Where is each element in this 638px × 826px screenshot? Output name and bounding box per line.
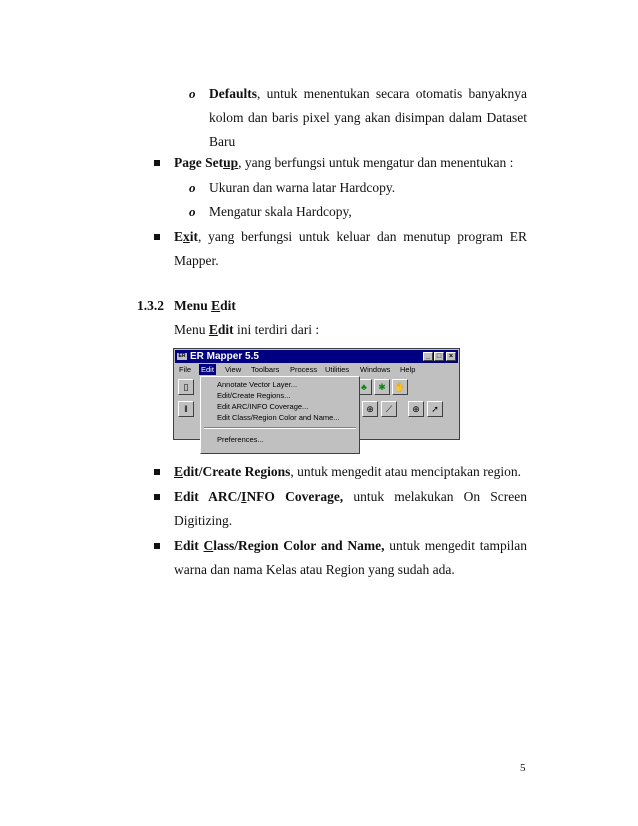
dropdown-item: Edit Class/Region Color and Name... [217,413,340,422]
menubar [175,364,458,375]
edit-class-term-a: Edit [174,538,204,553]
green-shape-icon: ✱ [374,379,390,395]
close-icon: × [446,352,456,361]
exit-term-u: x [183,229,190,244]
edit-arcinfo-term-b: NFO Coverage, [246,489,344,504]
dropdown-separator [204,427,356,429]
edit-arcinfo-line-1 [174,489,527,505]
page-setup-text: , yang berfungsi untuk mengatur dan menentukan : [238,155,514,170]
exit-term-a: E [174,229,184,244]
bullet-marker [154,160,160,166]
dropdown-item: Preferences... [217,435,264,444]
dropdown-item: Edit ARC/INFO Coverage... [217,402,309,411]
new-file-icon: ▯ [178,379,194,395]
menu-toolbars: Toolbars [251,365,280,374]
edit-arcinfo-term-u: I [241,489,247,504]
exit-term-b: it [189,229,199,244]
window-titlebar [175,350,458,363]
menu-windows: Windows [360,365,391,374]
menu-file: File [179,365,192,374]
zoom-icon: ⊕ [408,401,424,417]
edit-class-term-b: lass/Region Color and Name, [213,538,385,553]
section-title-a: Menu [174,298,212,313]
edit-create-regions-term-b: dit/Create Regions [183,464,291,479]
section-intro-term-b: dit [217,322,234,337]
green-tool-icon: ♣ [356,379,372,395]
defaults-line-3: Baru [209,134,236,149]
section-intro-b: ini terdiri dari : [233,322,320,337]
hand-icon: ✋ [392,379,408,395]
edit-class-text: untuk mengedit tampilan [384,538,527,553]
defaults-line-1 [209,86,527,102]
bullet-marker [154,234,160,240]
section-title-u: E [211,298,221,313]
edit-class-term-u: C [203,538,214,553]
menu-process: Process [290,365,318,374]
sub-bullet-marker: o [189,86,196,101]
bullet-marker [154,543,160,549]
window-title: ER Mapper 5.5 [190,351,259,362]
edit-create-regions-text: , untuk mengedit atau menciptakan region. [290,464,521,479]
sub-bullet-marker: o [189,180,196,195]
minimize-icon: _ [423,352,433,361]
page-setup-term [174,155,238,170]
maximize-icon: □ [434,352,444,361]
exit-line-2: Mapper. [174,253,219,268]
section-intro-term [209,322,234,337]
page-number: 5 [520,762,526,774]
crosshair-icon: ⊕ [362,401,378,417]
page-setup-line [174,155,513,171]
edit-arcinfo-line-2: Digitizing. [174,513,233,528]
edit-arcinfo-text: untuk melakukan On Screen [343,489,527,504]
edit-class-line-1 [174,538,527,554]
edit-arcinfo-term-a: Edit ARC/ [174,489,242,504]
section-title [174,298,236,314]
menu-help: Help [400,365,416,374]
edit-class-line-2: warna dan nama Kelas atau Region yang sudah ada. [174,562,455,577]
pause-icon: ‖ [178,401,194,417]
section-number: 1.3.2 [137,298,164,313]
exit-text: , yang berfungsi untuk keluar dan menutup program ER [198,229,527,244]
er-mapper-logo: ER [178,353,186,359]
section-intro-term-u: E [208,322,218,337]
section-intro [174,322,319,338]
edit-class-term [174,538,384,553]
defaults-text: , untuk menentukan secara otomatis banyaknya [257,86,527,101]
edit-create-regions-line [174,464,521,480]
page-setup-term-a: Page Set [174,155,224,170]
exit-line-1 [174,229,527,245]
defaults-line-2: kolom dan baris pixel yang akan disimpan dalam Dataset [209,110,527,125]
exit-term [174,229,198,244]
edit-create-regions-term-u: E [174,464,184,479]
section-title-b: dit [220,298,236,313]
page-setup-sub-2: Mengatur skala Hardcopy, [209,204,352,219]
dropdown-item: Edit/Create Regions... [217,391,291,400]
edit-arcinfo-term [174,489,343,504]
page-setup-term-u: up [223,155,239,170]
section-intro-a: Menu [174,322,209,337]
bullet-marker [154,469,160,475]
edit-dropdown-menu [200,376,360,454]
edit-create-regions-term [174,464,290,479]
sub-bullet-marker: o [189,204,196,219]
pointer-icon: ➚ [427,401,443,417]
dropdown-item: Annotate Vector Layer... [217,380,298,389]
defaults-term: Defaults [209,86,257,101]
menu-edit: Edit [201,365,214,374]
page-setup-sub-1: Ukuran dan warna latar Hardcopy. [209,180,396,195]
chart-tool-icon: ⟋ [381,401,397,417]
menu-utilities: Utilities [325,365,350,374]
bullet-marker [154,494,160,500]
menu-view: View [225,365,242,374]
